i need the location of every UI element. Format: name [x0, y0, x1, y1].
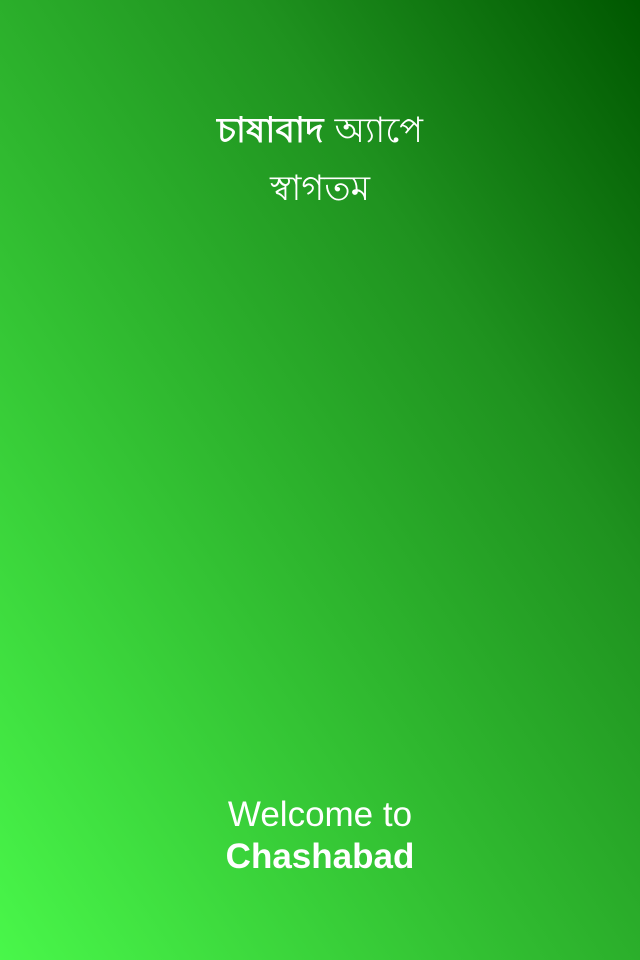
bangla-title-line-1: [0, 102, 640, 160]
english-brand-name: Chashabad: [225, 837, 415, 876]
bangla-welcome-block: [0, 102, 640, 218]
bangla-app-word: অ্যাপে: [334, 111, 424, 151]
bangla-brand-name: চাষাবাদ: [216, 111, 324, 151]
english-welcome-block: [0, 794, 640, 878]
bangla-greeting: স্বাগতম: [269, 169, 371, 209]
english-welcome-text: Welcome to: [227, 795, 413, 834]
